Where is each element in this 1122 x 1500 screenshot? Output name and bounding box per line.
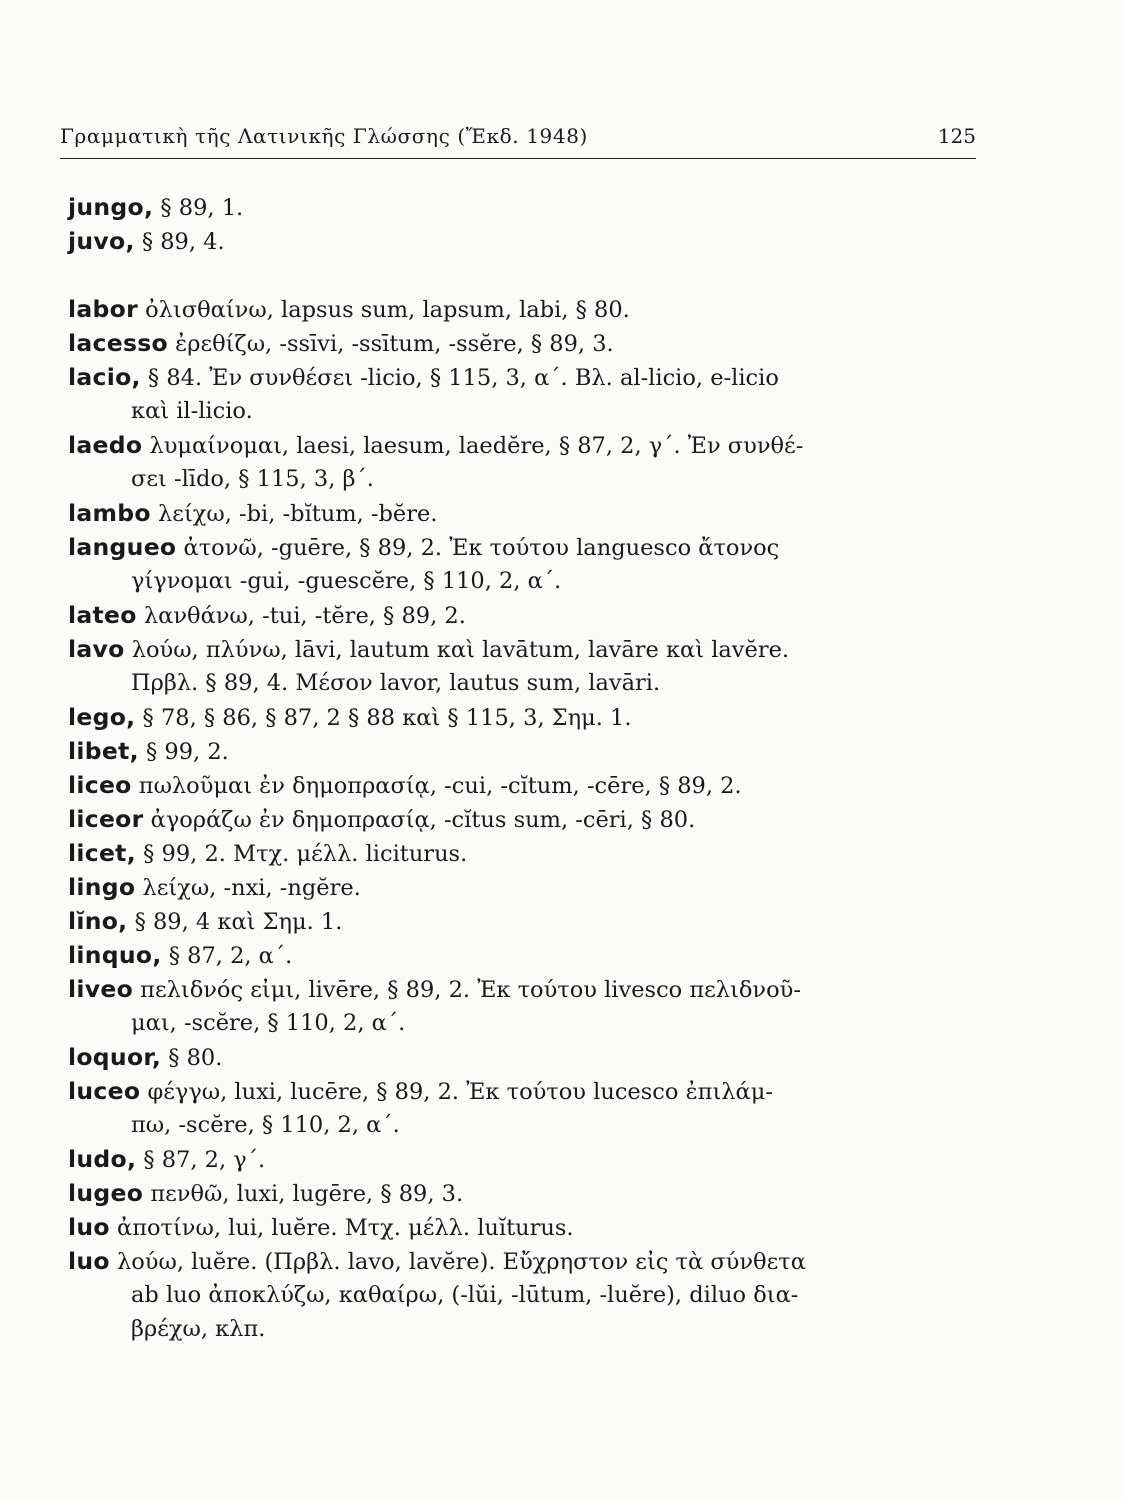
running-header	[60, 124, 976, 159]
entry-jungo	[68, 190, 978, 224]
entry-headword: liceo	[68, 771, 132, 799]
entry-liceor	[68, 802, 978, 836]
entry-text: ἀγοράζω ἐν δημοπρασίᾳ, -cĭtus sum, -cēri, § 80.	[143, 807, 696, 833]
entry-text: ἐρεθίζω, -ssīvi, -ssītum, -ssĕre, § 89, 3.	[168, 331, 614, 357]
entry-continuation	[68, 394, 978, 428]
page-number: 125	[937, 124, 976, 148]
entry-text: γίγνομαι -gui, -guescĕre, § 110, 2, α΄.	[131, 568, 562, 594]
entry-text: πελιδνός εἰμι, livēre, § 89, 2. Ἐκ τούτου livesco πελιδνοῦ-	[133, 977, 801, 1003]
entry-text: ab luo ἀποκλύζω, καθαίρω, (-lŭi, -lūtum, -luĕre), diluo δια-	[131, 1282, 799, 1308]
entry-headword: lambo	[68, 499, 151, 527]
entry-text: φέγγω, luxi, lucēre, § 89, 2. Ἐκ τούτου lucesco ἐπιλάμ-	[140, 1079, 773, 1105]
entry-text: § 87, 2, α΄.	[161, 943, 293, 969]
entry-text: § 78, § 86, § 87, 2 § 88 καὶ § 115, 3, Σημ. 1.	[135, 705, 632, 731]
entry-headword: lego,	[68, 703, 136, 731]
entry-headword: lĭno,	[68, 907, 128, 935]
entry-juvo	[68, 224, 978, 258]
entry-headword: lacio,	[68, 363, 141, 391]
entry-lavo	[68, 632, 978, 666]
entry-headword: linquo,	[68, 941, 162, 969]
entry-headword: langueo	[68, 533, 177, 561]
entry-labor	[68, 292, 978, 326]
entry-text: λείχω, -bi, -bĭtum, -bĕre.	[150, 501, 438, 527]
entry-langueo	[68, 530, 978, 564]
entry-lugeo	[68, 1176, 978, 1210]
entry-text: πω, -scĕre, § 110, 2, α΄.	[131, 1112, 400, 1138]
entry-lateo	[68, 598, 978, 632]
entry-headword: juvo,	[68, 227, 135, 255]
entry-headword: ludo,	[68, 1145, 137, 1173]
entry-headword: liveo	[68, 975, 134, 1003]
entry-text: καὶ il-licio.	[131, 398, 253, 424]
entry-lino	[68, 904, 978, 938]
entry-headword: luo	[68, 1213, 110, 1241]
entry-text: § 99, 2. Μτχ. μέλλ. liciturus.	[135, 841, 468, 867]
entry-licet	[68, 836, 978, 870]
entry-luo-2	[68, 1244, 978, 1278]
entry-text: § 99, 2.	[138, 739, 229, 765]
entry-text: λούω, πλύνω, lāvi, lautum καὶ lavātum, lavāre καὶ lavĕre.	[124, 637, 790, 663]
entry-text: ἀτονῶ, -guēre, § 89, 2. Ἐκ τούτου languesco ἄτονος	[176, 535, 780, 561]
entry-continuation	[68, 462, 978, 496]
entry-liveo	[68, 972, 978, 1006]
entry-continuation	[68, 666, 978, 700]
entry-headword: jungo,	[68, 193, 154, 221]
entry-headword: libet,	[68, 737, 139, 765]
entry-libet	[68, 734, 978, 768]
entry-headword: luo	[68, 1247, 110, 1275]
entry-text: § 89, 4.	[134, 229, 225, 255]
entry-continuation	[68, 1312, 978, 1346]
entry-text: § 89, 4 καὶ Σημ. 1.	[127, 909, 343, 935]
entry-linquo	[68, 938, 978, 972]
entry-lambo	[68, 496, 978, 530]
entry-text: σει -līdo, § 115, 3, β΄.	[131, 466, 374, 492]
entry-lacio	[68, 360, 978, 394]
entry-headword: licet,	[68, 839, 136, 867]
entry-text: λυμαίνομαι, laesi, laesum, laedĕre, § 87, 2, γ΄. Ἐν συνθέ-	[142, 433, 804, 459]
entry-loquor	[68, 1040, 978, 1074]
entry-text: λούω, luĕre. (Πρβλ. lavo, lavĕre). Εὔχρηστον εἰς τὰ σύνθετα	[109, 1249, 806, 1275]
entry-headword: lavo	[68, 635, 125, 663]
entry-text: ὀλισθαίνω, lapsus sum, lapsum, labi, § 80.	[137, 297, 630, 323]
entry-continuation	[68, 1006, 978, 1040]
entry-continuation	[68, 1278, 978, 1312]
entry-headword: lugeo	[68, 1179, 144, 1207]
entry-lego	[68, 700, 978, 734]
entry-headword: liceor	[68, 805, 144, 833]
entry-liceo	[68, 768, 978, 802]
entry-text: πενθῶ, luxi, lugēre, § 89, 3.	[143, 1181, 464, 1207]
entry-continuation	[68, 564, 978, 598]
entry-headword: loquor,	[68, 1043, 162, 1071]
entry-lacesso	[68, 326, 978, 360]
entry-text: § 87, 2, γ΄.	[136, 1147, 266, 1173]
entry-headword: lingo	[68, 873, 136, 901]
entry-text: § 89, 1.	[153, 195, 244, 221]
entry-text: πωλοῦμαι ἐν δημοπρασίᾳ, -cui, -cĭtum, -cēre, § 89, 2.	[131, 773, 742, 799]
entry-text: § 84. Ἐν συνθέσει -licio, § 115, 3, α΄. Βλ. al-licio, e-licio	[140, 365, 779, 391]
entry-luceo	[68, 1074, 978, 1108]
entry-text: Πρβλ. § 89, 4. Μέσον lavor, lautus sum, lavāri.	[131, 670, 661, 696]
entry-luo-1	[68, 1210, 978, 1244]
entry-text: ἀποτίνω, lui, luĕre. Μτχ. μέλλ. luĭturus.	[109, 1215, 574, 1241]
entry-headword: lateo	[68, 601, 137, 629]
entry-text: βρέχω, κλπ.	[131, 1316, 266, 1342]
entry-text: λανθάνω, -tui, -tĕre, § 89, 2.	[136, 603, 466, 629]
entry-headword: luceo	[68, 1077, 141, 1105]
dictionary-entries	[68, 190, 978, 1346]
entry-lingo	[68, 870, 978, 904]
entry-laedo	[68, 428, 978, 462]
entry-text: λείχω, -nxi, -ngĕre.	[135, 875, 361, 901]
entry-continuation	[68, 1108, 978, 1142]
entry-text: § 80.	[161, 1045, 223, 1071]
entry-headword: labor	[68, 295, 138, 323]
entry-text: μαι, -scĕre, § 110, 2, α΄.	[131, 1010, 406, 1036]
entry-headword: laedo	[68, 431, 143, 459]
entry-headword: lacesso	[68, 329, 169, 357]
header-title: Γραμματικὴ τῆς Λατινικῆς Γλώσσης (Ἔκδ. 1948)	[60, 124, 588, 148]
entry-ludo	[68, 1142, 978, 1176]
